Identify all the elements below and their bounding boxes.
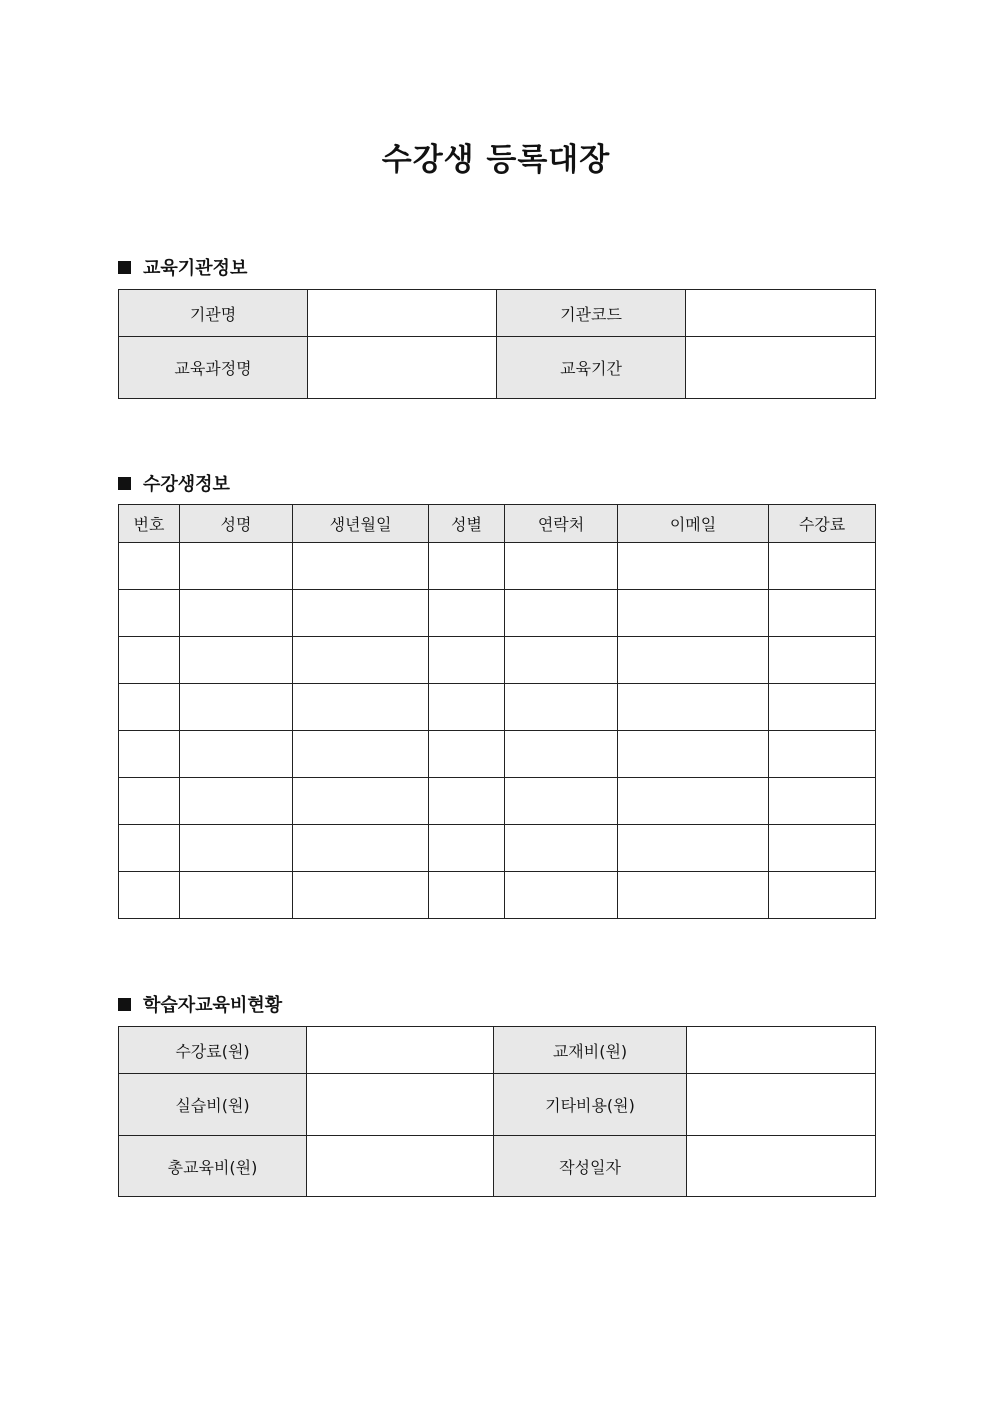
page-title: 수강생 등록대장	[381, 142, 611, 178]
label-tuition-fee: 수강료(원)	[119, 1027, 307, 1074]
table-cell[interactable]	[505, 825, 618, 872]
table-cell[interactable]	[293, 590, 429, 637]
table-cell[interactable]	[618, 637, 769, 684]
table-cell[interactable]	[505, 684, 618, 731]
label-course-name: 교육과정명	[119, 337, 308, 399]
column-header-fee: 수강료	[769, 505, 876, 543]
table-cell[interactable]	[429, 684, 505, 731]
label-course-period: 교육기간	[497, 337, 686, 399]
table-cell[interactable]	[180, 590, 293, 637]
table-cell[interactable]	[618, 778, 769, 825]
table-cell[interactable]	[769, 637, 876, 684]
table-cell[interactable]	[119, 590, 180, 637]
table-cell[interactable]	[505, 637, 618, 684]
table-cell[interactable]	[180, 684, 293, 731]
table-cell[interactable]	[119, 872, 180, 919]
table-cell[interactable]	[429, 825, 505, 872]
value-course-name[interactable]	[308, 337, 497, 399]
table-cell[interactable]	[119, 543, 180, 590]
value-institution-name[interactable]	[308, 290, 497, 337]
table-cell[interactable]	[505, 872, 618, 919]
column-header-number: 번호	[119, 505, 180, 543]
table-cell[interactable]	[180, 872, 293, 919]
table-cell[interactable]	[293, 731, 429, 778]
square-bullet-icon	[118, 261, 131, 274]
value-total-cost[interactable]	[307, 1136, 494, 1197]
label-other-costs: 기타비용(원)	[494, 1074, 687, 1136]
table-cell[interactable]	[618, 684, 769, 731]
table-cell[interactable]	[769, 731, 876, 778]
label-institution-name: 기관명	[119, 290, 308, 337]
table-cell[interactable]	[769, 590, 876, 637]
table-cell[interactable]	[119, 684, 180, 731]
label-date-written: 작성일자	[494, 1136, 687, 1197]
table-cell[interactable]	[505, 543, 618, 590]
table-cell[interactable]	[769, 543, 876, 590]
table-cell[interactable]	[119, 778, 180, 825]
label-institution-code: 기관코드	[497, 290, 686, 337]
table-row	[119, 731, 876, 778]
table-cell[interactable]	[769, 778, 876, 825]
table-cell[interactable]	[293, 637, 429, 684]
table-cell[interactable]	[618, 825, 769, 872]
table-cell[interactable]	[180, 778, 293, 825]
table-row	[119, 684, 876, 731]
label-textbook-fee: 교재비(원)	[494, 1027, 687, 1074]
value-practice-fee[interactable]	[307, 1074, 494, 1136]
value-tuition-fee[interactable]	[307, 1027, 494, 1074]
value-institution-code[interactable]	[686, 290, 876, 337]
column-header-contact: 연락처	[505, 505, 618, 543]
institution-section-heading	[118, 254, 247, 280]
students-section-heading	[118, 470, 230, 496]
table-cell[interactable]	[119, 731, 180, 778]
table-cell[interactable]	[618, 543, 769, 590]
table-cell[interactable]	[293, 684, 429, 731]
table-cell[interactable]	[180, 637, 293, 684]
table-cell[interactable]	[505, 778, 618, 825]
table-cell[interactable]	[180, 825, 293, 872]
table-cell[interactable]	[769, 684, 876, 731]
table-row	[119, 590, 876, 637]
student-rows	[119, 543, 876, 919]
students-heading-text: 수강생정보	[143, 474, 230, 495]
label-total-cost: 총교육비(원)	[119, 1136, 307, 1197]
square-bullet-icon	[118, 998, 131, 1011]
table-cell[interactable]	[505, 590, 618, 637]
value-date-written[interactable]	[687, 1136, 876, 1197]
table-cell[interactable]	[769, 872, 876, 919]
value-textbook-fee[interactable]	[687, 1027, 876, 1074]
table-cell[interactable]	[618, 872, 769, 919]
label-practice-fee: 실습비(원)	[119, 1074, 307, 1136]
costs-heading-text: 학습자교육비현황	[143, 995, 283, 1016]
table-cell[interactable]	[293, 543, 429, 590]
value-other-costs[interactable]	[687, 1074, 876, 1136]
costs-table	[118, 1026, 876, 1197]
table-row	[119, 637, 876, 684]
table-cell[interactable]	[293, 872, 429, 919]
table-cell[interactable]	[618, 731, 769, 778]
table-cell[interactable]	[119, 825, 180, 872]
table-row	[119, 872, 876, 919]
table-cell[interactable]	[618, 590, 769, 637]
table-cell[interactable]	[505, 731, 618, 778]
table-cell[interactable]	[429, 590, 505, 637]
value-course-period[interactable]	[686, 337, 876, 399]
table-row	[119, 825, 876, 872]
institution-table	[118, 289, 876, 399]
column-header-name: 성명	[180, 505, 293, 543]
table-cell[interactable]	[429, 543, 505, 590]
table-cell[interactable]	[180, 543, 293, 590]
table-row	[119, 543, 876, 590]
costs-section-heading	[118, 991, 282, 1017]
table-cell[interactable]	[429, 778, 505, 825]
table-cell[interactable]	[119, 637, 180, 684]
table-cell[interactable]	[769, 825, 876, 872]
students-table	[118, 504, 876, 919]
square-bullet-icon	[118, 477, 131, 490]
table-cell[interactable]	[293, 778, 429, 825]
institution-heading-text: 교육기관정보	[143, 258, 248, 279]
table-cell[interactable]	[180, 731, 293, 778]
table-cell[interactable]	[429, 872, 505, 919]
table-row	[119, 778, 876, 825]
column-header-birthdate: 생년월일	[293, 505, 429, 543]
table-cell[interactable]	[429, 731, 505, 778]
table-cell[interactable]	[293, 825, 429, 872]
table-cell[interactable]	[429, 637, 505, 684]
column-header-gender: 성별	[429, 505, 505, 543]
column-header-email: 이메일	[618, 505, 769, 543]
